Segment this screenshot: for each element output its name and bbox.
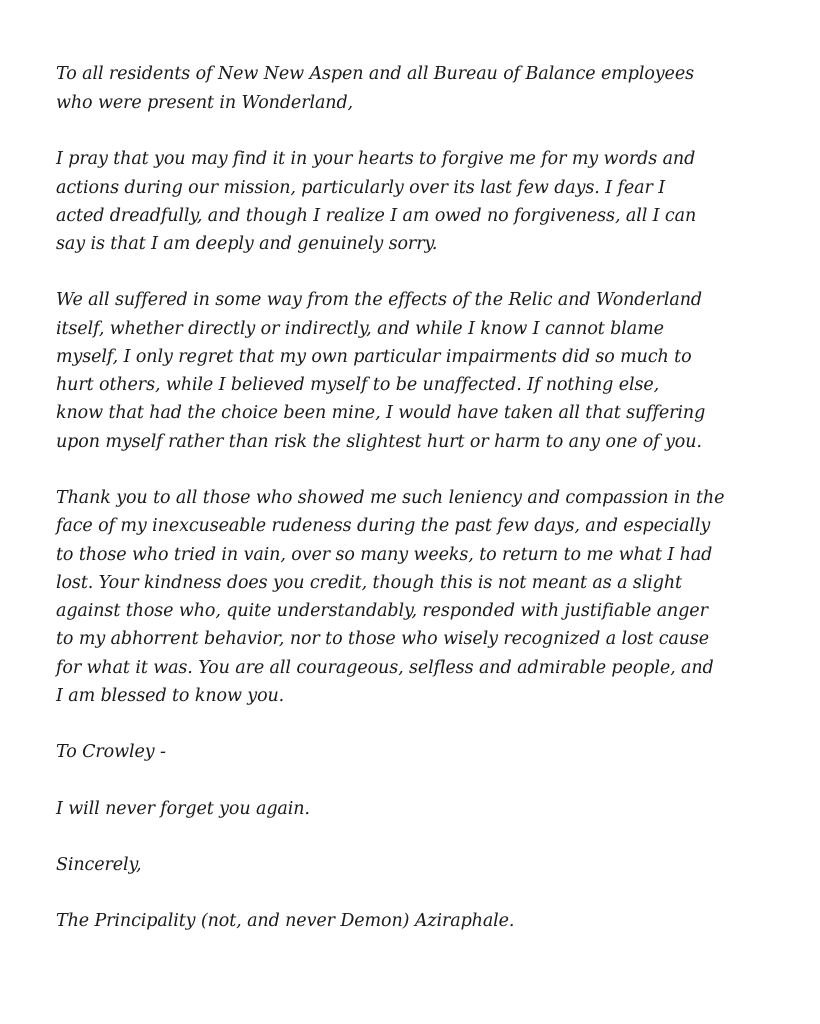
paragraph-3-line-3: to those who tried in vain, over so many weeks, to return to me what I had: [56, 545, 713, 565]
greeting-line-2: who were present in Wonderland,: [56, 93, 354, 113]
paragraph-1-line-4: say is that I am deeply and genuinely sorry.: [56, 234, 438, 254]
signature-line: The Principality (not, and never Demon) Aziraphale.: [56, 911, 515, 931]
address-line: To Crowley -: [56, 742, 166, 762]
paragraph-3-line-5: against those who, quite understandably, responded with justifiable anger: [56, 601, 708, 621]
paragraph-1-line-2: actions during our mission, particularly over its last few days. I fear I: [56, 178, 666, 198]
paragraph-3-line-6: to my abhorrent behavior, nor to those who wisely recognized a lost cause: [56, 629, 710, 649]
paragraph-2-line-4: hurt others, while I believed myself to be unaffected. If nothing else,: [56, 375, 660, 395]
paragraph-2-line-5: know that had the choice been mine, I would have taken all that suffering: [56, 403, 706, 423]
paragraph-3-line-2: face of my inexcuseable rudeness during the past few days, and especially: [56, 516, 711, 536]
greeting-line-1: To all residents of New New Aspen and all Bureau of Balance employees: [56, 64, 694, 84]
paragraph-3-line-4: lost. Your kindness does you credit, though this is not meant as a slight: [56, 573, 682, 593]
paragraph-2-line-6: upon myself rather than risk the slightest hurt or harm to any one of you.: [56, 432, 702, 452]
paragraph-1-line-3: acted dreadfully, and though I realize I am owed no forgiveness, all I can: [56, 206, 697, 226]
closing-line: Sincerely,: [56, 855, 142, 875]
paragraph-3-line-7: for what it was. You are all courageous, selfless and admirable people, and: [56, 658, 714, 678]
paragraph-3-line-1: Thank you to all those who showed me such leniency and compassion in the: [56, 488, 725, 508]
paragraph-3-line-8: I am blessed to know you.: [56, 686, 285, 706]
paragraph-2-line-1: We all suffered in some way from the effects of the Relic and Wonderland: [56, 290, 703, 310]
paragraph-1-line-1: I pray that you may find it in your hearts to forgive me for my words and: [56, 149, 696, 169]
personal-note: I will never forget you again.: [56, 799, 310, 819]
paragraph-2-line-3: myself, I only regret that my own particular impairments did so much to: [56, 347, 692, 367]
paragraph-2-line-2: itself, whether directly or indirectly, and while I know I cannot blame: [56, 319, 664, 339]
